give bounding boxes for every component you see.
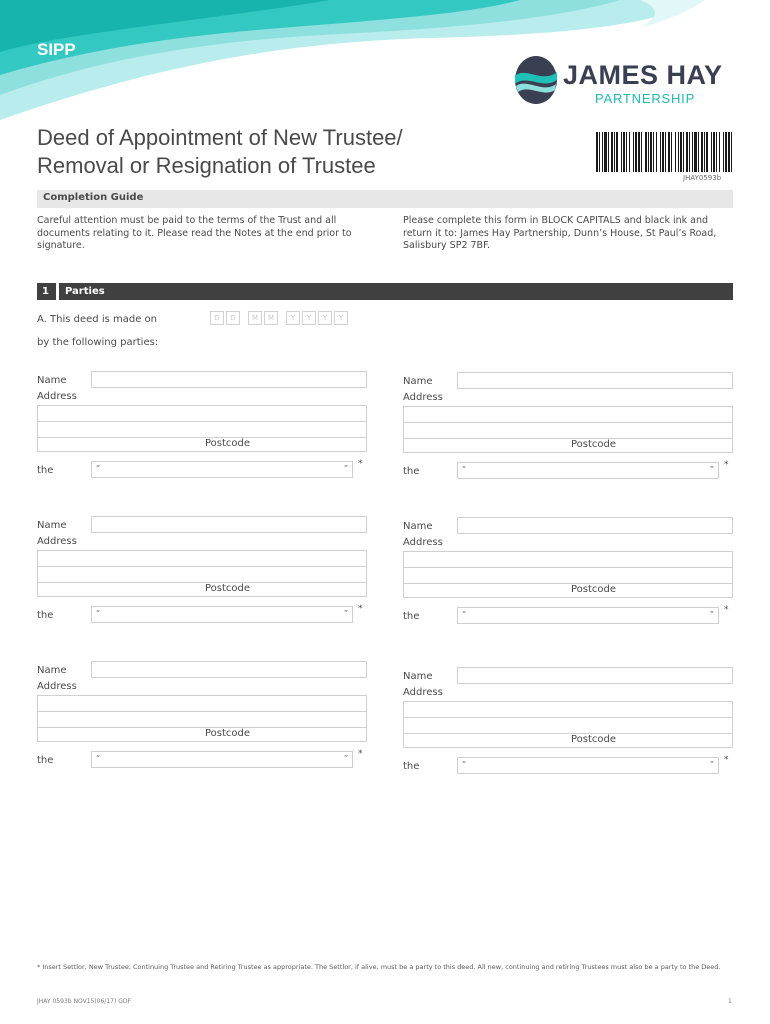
- barcode-bar: [596, 132, 598, 172]
- open-quote: “: [462, 610, 467, 619]
- barcode-bar: [621, 132, 622, 172]
- party-1-postcode-input[interactable]: [37, 437, 367, 452]
- barcode-bar: [719, 132, 720, 172]
- open-quote: “: [462, 465, 467, 474]
- james-hay-logo-icon: [513, 54, 559, 106]
- section-1-header: [37, 283, 733, 300]
- barcode-bar: [686, 132, 688, 172]
- page-number: 1: [728, 998, 732, 1005]
- name-label: Name: [403, 376, 433, 387]
- party-5-postcode-input[interactable]: [37, 727, 367, 742]
- name-label: Name: [37, 520, 67, 531]
- barcode-bar: [723, 132, 724, 172]
- guide-left-text: Careful attention must be paid to the terms of the Trust and all documents relating to it. Please read the Notes at the end prior to signature.: [37, 215, 352, 251]
- party-5-name-input[interactable]: [91, 661, 367, 678]
- barcode-bar: [689, 132, 690, 172]
- date-month-2-box[interactable]: M: [264, 311, 278, 325]
- barcode-image: [596, 132, 734, 172]
- barcode-bar: [653, 132, 654, 172]
- brand-name: JAMES HAY: [563, 60, 723, 90]
- barcode-bar: [623, 132, 625, 172]
- party-block-6: [403, 667, 733, 782]
- party-5-role-input[interactable]: [91, 751, 353, 768]
- close-quote: ”: [343, 464, 348, 473]
- barcode-bar: [629, 132, 630, 172]
- barcode-bar: [716, 132, 717, 172]
- name-label: Name: [37, 665, 67, 676]
- party-block-1: [37, 371, 367, 486]
- party-3-postcode-input[interactable]: [37, 582, 367, 597]
- open-quote: “: [462, 760, 467, 769]
- open-quote: “: [96, 754, 101, 763]
- open-quote: “: [96, 464, 101, 473]
- date-label: A. This deed is made on: [37, 314, 157, 325]
- the-label: the: [37, 755, 54, 766]
- name-label: Name: [403, 671, 433, 682]
- barcode-bar: [650, 132, 652, 172]
- barcode-bar: [656, 132, 657, 172]
- barcode-bar: [660, 132, 661, 172]
- party-2-address-line-2[interactable]: [403, 422, 733, 439]
- party-3-name-input[interactable]: [91, 516, 367, 533]
- party-1-role-input[interactable]: [91, 461, 353, 478]
- form-code: JHAY0593b: [683, 174, 722, 182]
- barcode-bar: [626, 132, 627, 172]
- party-5-address-line-1[interactable]: [37, 695, 367, 712]
- barcode-bar: [701, 132, 703, 172]
- postcode-label: Postcode: [571, 734, 617, 745]
- completion-guide-heading: Completion Guide: [43, 192, 144, 203]
- barcode-bar: [648, 132, 649, 172]
- party-3-address-line-2[interactable]: [37, 566, 367, 583]
- barcode-bar: [675, 132, 676, 172]
- barcode-bar: [694, 132, 697, 172]
- barcode-bar: [599, 132, 600, 172]
- the-label: the: [37, 465, 54, 476]
- date-day-2-box[interactable]: D: [226, 311, 240, 325]
- barcode-bar: [711, 132, 712, 172]
- postcode-label: Postcode: [571, 584, 617, 595]
- party-4-address-line-2[interactable]: [403, 567, 733, 584]
- date-year-3-box[interactable]: Y: [318, 311, 332, 325]
- open-quote: “: [96, 609, 101, 618]
- party-1-address-line-1[interactable]: [37, 405, 367, 422]
- party-block-4: [403, 517, 733, 632]
- product-tag: SIPP: [37, 40, 76, 59]
- postcode-label: Postcode: [205, 583, 251, 594]
- party-4-name-input[interactable]: [457, 517, 733, 534]
- barcode-bar: [704, 132, 705, 172]
- party-6-address-line-2[interactable]: [403, 717, 733, 734]
- the-label: the: [37, 610, 54, 621]
- address-label: Address: [403, 537, 443, 548]
- barcode-bar: [706, 132, 708, 172]
- party-3-address-line-1[interactable]: [37, 550, 367, 567]
- role-asterisk: *: [358, 604, 363, 614]
- barcode-bar: [608, 132, 609, 172]
- barcode-bar: [614, 132, 615, 172]
- barcode-bar: [671, 132, 672, 172]
- barcode-bar: [698, 132, 699, 172]
- address-label: Address: [37, 681, 77, 692]
- date-day-1-box[interactable]: D: [210, 311, 224, 325]
- date-year-4-box[interactable]: Y: [334, 311, 348, 325]
- completion-guide-heading-bar: [37, 190, 733, 208]
- document-title: [37, 124, 403, 180]
- party-4-role-input[interactable]: [457, 607, 719, 624]
- barcode-bar: [728, 132, 730, 172]
- close-quote: ”: [709, 465, 714, 474]
- close-quote: ”: [343, 754, 348, 763]
- form-reference: JHAY 0593b NOV15(06/17) GDF: [37, 998, 131, 1005]
- date-year-2-box[interactable]: Y: [302, 311, 316, 325]
- barcode-bar: [713, 132, 715, 172]
- guide-right-text: Please complete this form in BLOCK CAPITALS and black ink and return it to: James Hay Partnership, Dunn’s House, St Paul’s Road, Salisbury SP2 7BF.: [403, 215, 717, 251]
- barcode-bar: [616, 132, 618, 172]
- postcode-label: Postcode: [571, 439, 617, 450]
- address-label: Address: [403, 392, 443, 403]
- party-2-postcode-input[interactable]: [403, 438, 733, 453]
- barcode-bar: [611, 132, 613, 172]
- barcode-bar: [662, 132, 664, 172]
- party-block-2: [403, 372, 733, 487]
- name-label: Name: [37, 375, 67, 386]
- party-6-postcode-input[interactable]: [403, 733, 733, 748]
- party-2-name-input[interactable]: [457, 372, 733, 389]
- role-asterisk: *: [724, 460, 729, 470]
- address-label: Address: [37, 536, 77, 547]
- barcode-bar: [665, 132, 666, 172]
- party-1-name-input[interactable]: [91, 371, 367, 388]
- the-label: the: [403, 466, 420, 477]
- address-label: Address: [403, 687, 443, 698]
- date-year-1-box[interactable]: Y: [286, 311, 300, 325]
- title-line-1: Deed of Appointment of New Trustee/: [37, 125, 403, 150]
- section-title: Parties: [65, 286, 105, 297]
- barcode-bar: [731, 132, 732, 172]
- name-label: Name: [403, 521, 433, 532]
- close-quote: ”: [709, 760, 714, 769]
- close-quote: ”: [343, 609, 348, 618]
- barcode-bar: [604, 132, 607, 172]
- party-2-address-line-1[interactable]: [403, 406, 733, 423]
- party-4-address-line-1[interactable]: [403, 551, 733, 568]
- brand-subtitle: PARTNERSHIP: [595, 91, 696, 106]
- parties-intro: by the following parties:: [37, 337, 159, 348]
- party-6-role-input[interactable]: [457, 757, 719, 774]
- role-asterisk: *: [724, 755, 729, 765]
- footnote: * Insert Settlor, New Trustee, Continuing Trustee and Retiring Trustee as appropriate. The Settlor, if alive, must be a party to this deed. All new, continuing and retiring Trustees must also be a party to the Deed.: [37, 963, 721, 971]
- barcode-bar: [680, 132, 682, 172]
- address-label: Address: [37, 391, 77, 402]
- postcode-label: Postcode: [205, 728, 251, 739]
- party-6-name-input[interactable]: [457, 667, 733, 684]
- postcode-label: Postcode: [205, 438, 251, 449]
- barcode-bar: [638, 132, 640, 172]
- section-number: 1: [37, 283, 59, 300]
- role-asterisk: *: [358, 749, 363, 759]
- title-line-2: Removal or Resignation of Trustee: [37, 153, 376, 178]
- barcode-bar: [678, 132, 679, 172]
- role-asterisk: *: [724, 605, 729, 615]
- party-6-address-line-1[interactable]: [403, 701, 733, 718]
- barcode-bar: [602, 132, 603, 172]
- role-asterisk: *: [358, 459, 363, 469]
- party-4-postcode-input[interactable]: [403, 583, 733, 598]
- barcode-bar: [725, 132, 727, 172]
- barcode-bar: [633, 132, 634, 172]
- party-2-role-input[interactable]: [457, 462, 719, 479]
- barcode-bar: [668, 132, 670, 172]
- barcode-bar: [641, 132, 642, 172]
- party-5-address-line-2[interactable]: [37, 711, 367, 728]
- the-label: the: [403, 761, 420, 772]
- party-block-3: [37, 516, 367, 631]
- party-1-address-line-2[interactable]: [37, 421, 367, 438]
- barcode-bar: [692, 132, 693, 172]
- party-block-5: [37, 661, 367, 776]
- date-month-1-box[interactable]: M: [248, 311, 262, 325]
- barcode-bar: [683, 132, 684, 172]
- party-3-role-input[interactable]: [91, 606, 353, 623]
- barcode-bar: [645, 132, 647, 172]
- barcode-bar: [635, 132, 637, 172]
- the-label: the: [403, 611, 420, 622]
- close-quote: ”: [709, 610, 714, 619]
